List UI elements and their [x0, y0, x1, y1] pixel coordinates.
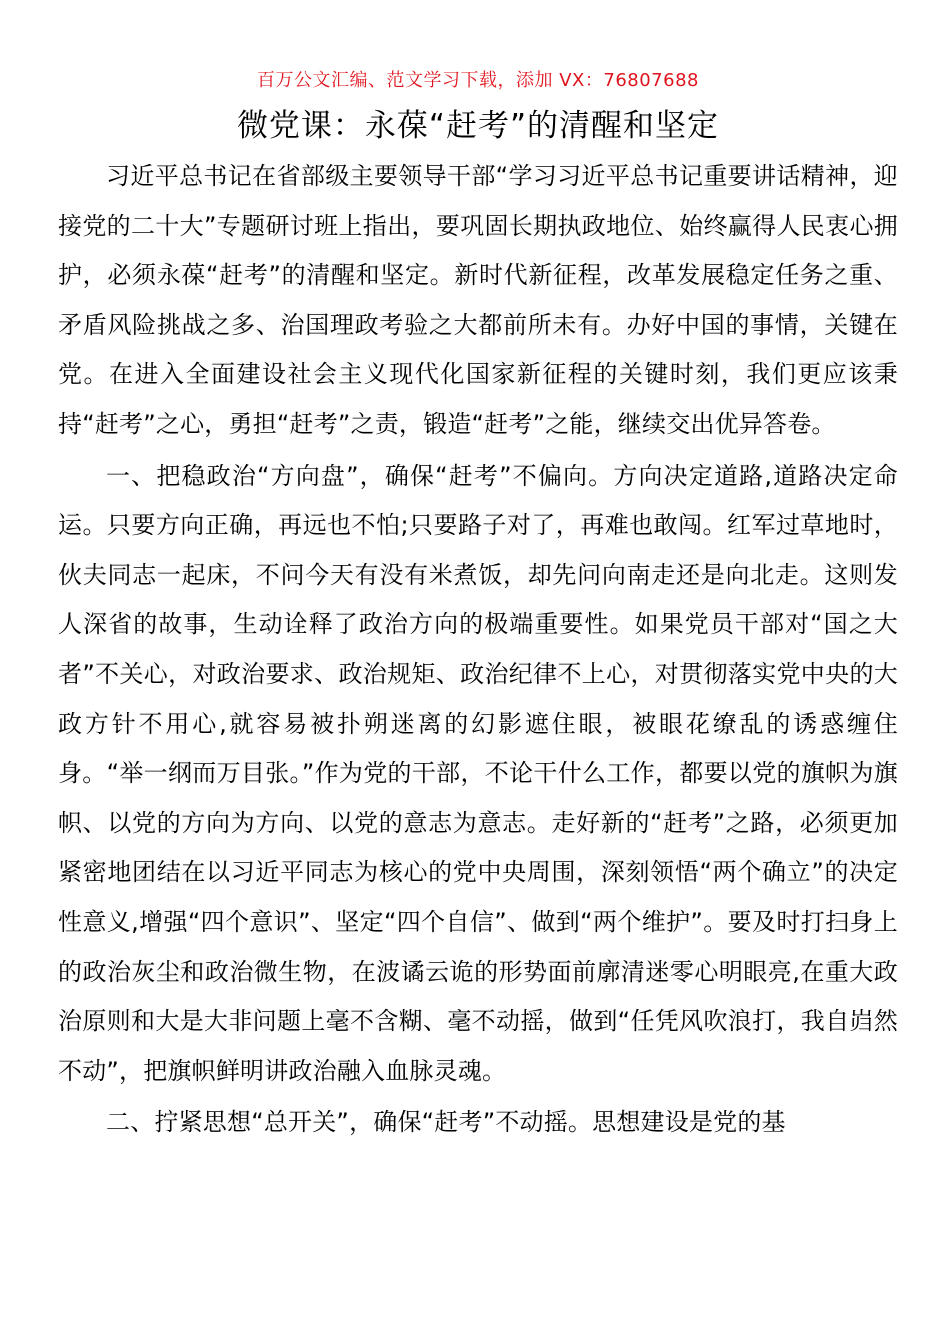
header-watermark-text: 百万公文汇编、范文学习下载，添加 VX：76807688 [257, 70, 699, 91]
document-page [58, 64, 898, 1148]
paragraph-section-two: 二、拧紧思想“总开关”，确保“赶考”不动摇。思想建设是党的基 [106, 1108, 786, 1137]
paragraph-section-one: 一、把稳政治“方向盘”，确保“赶考”不偏向。方向决定道路,道路决定命运。只要方向正确，再远也不怕;只要路子对了，再难也敢闯。红军过草地时，伙夫同志一起床，不问今天有没有米煮饭，却先问向南走还是向北走。这则发人深省的故事，生动诠释了政治方向的极端重要性。如果党员干部对“国之大者”不关心，对政治要求、政治规矩、政治纪律不上心，对贯彻落实党中央的大政方针不用心,就容易被扑朔迷离的幻影遮住眼，被眼花缭乱的诱惑缠住身。“举一纲而万目张。”作为党的干部，不论干什么工作，都要以党的旗帜为旗帜、以党的方向为方向、以党的意志为意志。走好新的“赶考”之路，必须更加紧密地团结在以习近平同志为核心的党中央周围，深刻领悟“两个确立”的决定性意义,增强“四个意识”、坚定“四个自信”、做到“两个维护”。要及时打扫身上的政治灰尘和政治微生物，在波谲云诡的形势面前廓清迷零心明眼亮,在重大政治原则和大是大非问题上毫不含糊、毫不动摇，做到“任凭风吹浪打，我自岿然不动”，把旗帜鲜明讲政治融入血脉灵魂。 [58, 461, 898, 1085]
page-title: 微党课：永葆“赶考”的清醒和坚定 [236, 108, 720, 144]
paragraph-intro: 习近平总书记在省部级主要领导干部“学习习近平总书记重要讲话精神，迎接党的二十大”专题研讨班上指出，要巩固长期执政地位、始终赢得人民衷心拥护，必须永葆“赶考”的清醒和坚定。新时代新征程，改革发展稳定任务之重、矛盾风险挑战之多、治国理政考验之大都前所未有。办好中国的事情，关键在党。在进入全面建设社会主义现代化国家新征程的关键时刻，我们更应该秉持“赶考”之心，勇担“赶考”之责，锻造“赶考”之能，继续交出优异答卷。 [58, 162, 898, 438]
